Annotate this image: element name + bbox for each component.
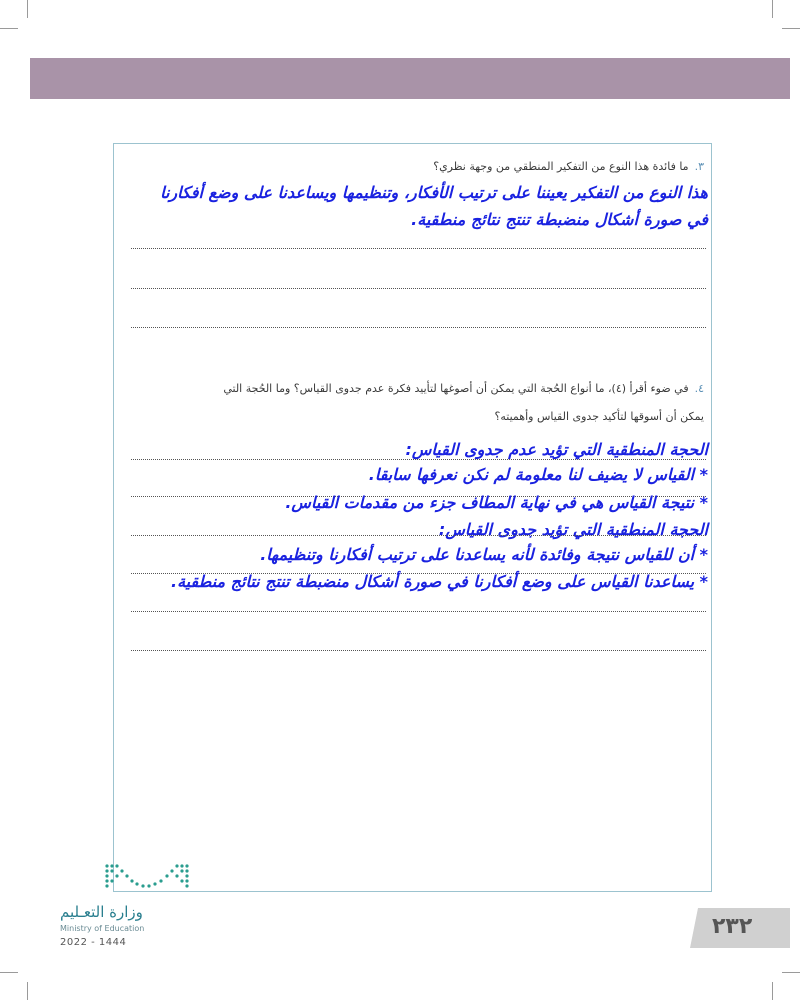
question-3-number: ٣. [694,160,704,173]
content-frame [113,143,712,892]
q4-answer-line-2: * القياس لا يضيف لنا معلومة لم نكن نعرفها سابقا. [368,465,708,484]
answer-dotted-line [131,535,706,536]
crop-mark [772,982,773,1000]
crop-mark [772,0,773,18]
answer-dotted-line [131,650,706,651]
ministry-name-english: Ministry of Education [60,924,145,933]
question-3-text: ما فائدة هذا النوع من التفكير المنطقي من وجهة نظري؟ [433,160,689,173]
crop-mark [0,28,18,29]
header-band [30,58,790,99]
question-4-line-2: يمكن أن أسوقها لتأكيد جدوى القياس وأهميته؟ [494,410,704,423]
answer-dotted-line [131,248,706,249]
crop-mark [27,0,28,18]
question-4 [223,382,704,395]
answer-dotted-line [131,288,706,289]
question-4-line-1: في ضوء أقرأ (٤)، ما أنواع الحُجة التي يمكن أن أصوغها لتأييد فكرة عدم جدوى القياس؟ وما الحُجة التي [223,382,689,395]
crop-mark [0,972,18,973]
q4-answer-line-4: الحجة المنطقية التي تؤيد جدوى القياس: [438,520,708,539]
answer-dotted-line [131,611,706,612]
question-3 [433,160,704,173]
ministry-logo-icon [103,862,193,892]
q4-answer-line-5: * أن للقياس نتيجة وفائدة لأنه يساعدنا على ترتيب أفكارنا وتنظيمها. [260,545,708,564]
q4-answer-line-3: * نتيجة القياس هي في نهاية المطاف جزء من مقدمات القياس. [285,493,708,512]
ministry-name-arabic: وزارة التعـليم [60,903,143,921]
page-number: ٢٣٢ [712,914,753,939]
crop-mark [27,982,28,1000]
answer-dotted-line [131,459,706,460]
q3-answer-line-2: في صورة أشكال منضبطة تنتج نتائج منطقية. [411,210,708,229]
q3-answer-line-1: هذا النوع من التفكير يعيننا على ترتيب الأفكار، وتنظيمها ويساعدنا على وضع أفكارنا [160,183,708,202]
answer-dotted-line [131,327,706,328]
q4-answer-line-6: * يساعدنا القياس على وضع أفكارنا في صورة أشكال منضبطة تنتج نتائج منطقية. [170,572,708,591]
crop-mark [782,972,800,973]
question-4-number: ٤. [694,382,704,395]
crop-mark [782,28,800,29]
q4-answer-line-1: الحجة المنطقية التي تؤيد عدم جدوى القياس: [405,440,708,459]
academic-year: 2022 - 1444 [60,937,127,948]
